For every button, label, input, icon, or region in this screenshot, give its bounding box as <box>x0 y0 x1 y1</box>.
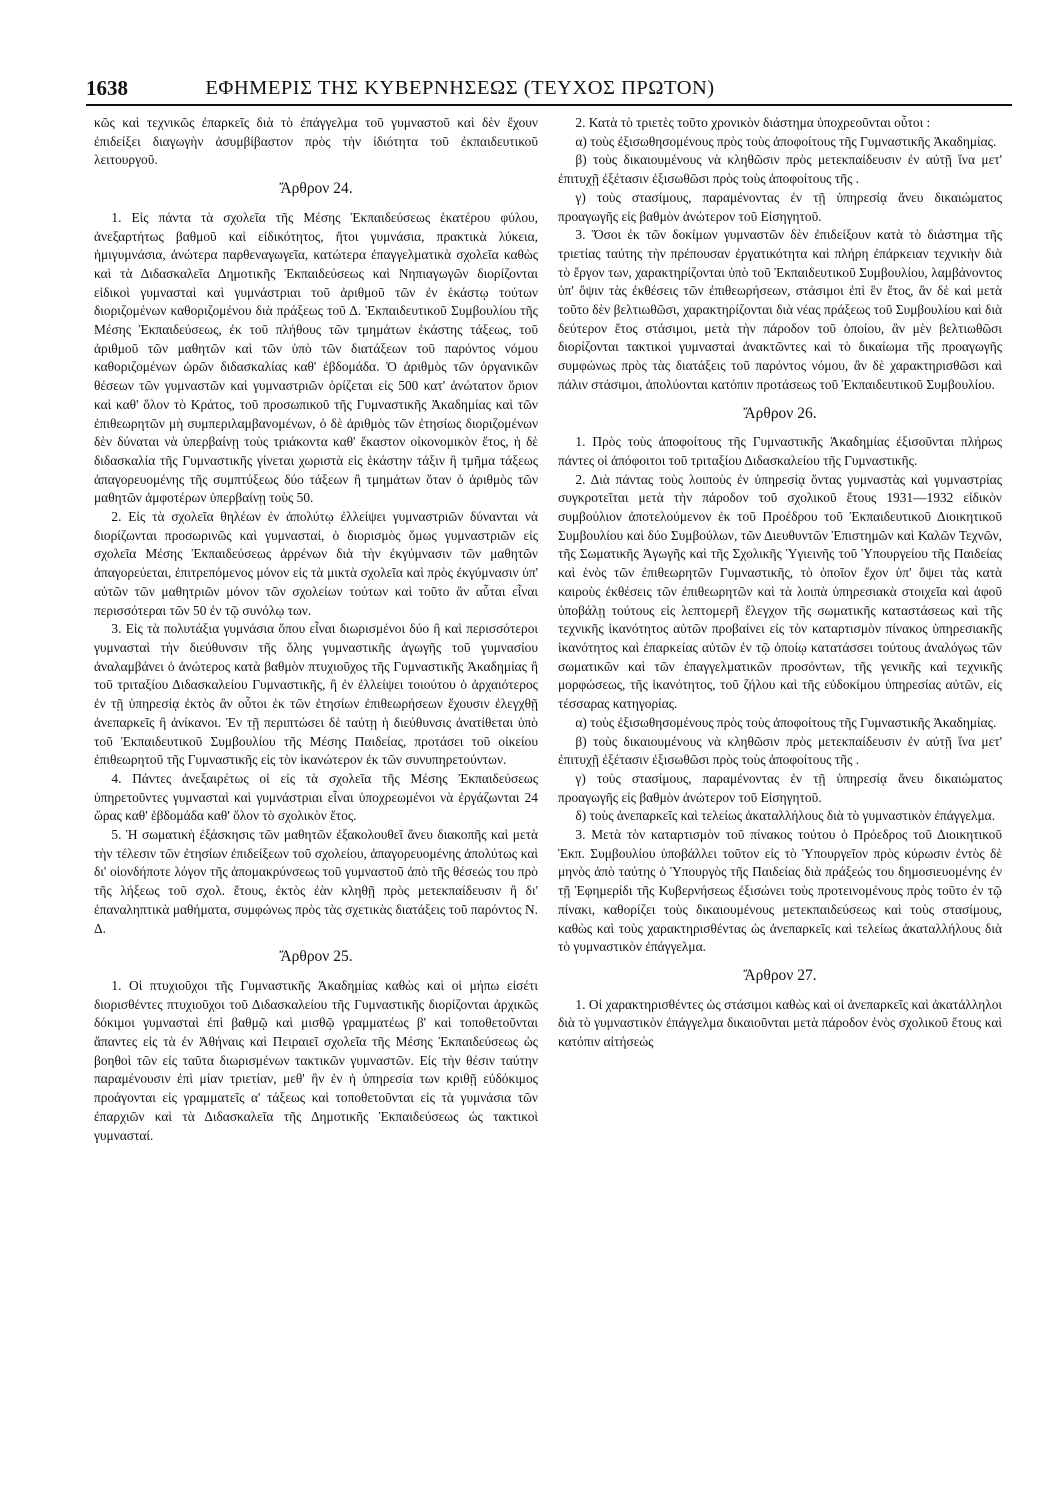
article-heading: Ἄρθρον 24. <box>279 180 353 198</box>
article-heading: Ἄρθρον 25. <box>279 948 353 966</box>
paragraph: α) τοὺς ἐξισωθησομένους πρὸς τοὺς ἀποφοίτους τῆς Γυμναστικῆς Ἀκαδημίας. <box>575 714 997 730</box>
paragraph: β) τοὺς δικαιουμένους νὰ κληθῶσιν πρὸς μετεκπαίδευσιν ἐν αὐτῇ ἵνα μετ' ἐπιτυχῇ ἐξέτασιν ἐξισωθῶσι πρὸς τοὺς ἀποφοίτους τῆς . <box>558 152 1002 187</box>
paragraph: γ) τοὺς στασίμους, παραμένοντας ἐν τῇ ὑπηρεσίᾳ ἄνευ δικαιώματος προαγωγῆς εἰς βαθμὸν ἀνώτερον τοῦ Εἰσηγητοῦ. <box>558 770 1002 805</box>
paragraph: 1. Πρὸς τοὺς ἀποφοίτους τῆς Γυμναστικῆς Ἀκαδημίας ἐξισοῦνται πλήρως πάντες οἱ ἀπόφοιτοι τοῦ τριταξίου Διδασκαλείου τῆς Γυμναστικῆς. <box>558 434 1002 468</box>
right-column <box>558 114 1002 1052</box>
paragraph: 3. Ὅσοι ἐκ τῶν δοκίμων γυμναστῶν δὲν ἐπιδείξουν κατὰ τὸ διάστημα τῆς τριετίας ταύτης τὴν πρέπουσαν ἐργατικότητα καὶ πλήρη ἐπάρκειαν τεχνικὴν διὰ τὸ ἔργον των, χαρακτηρίζονται ὑπὸ τοῦ Ἐκπαιδευτικοῦ Συμβουλίου, λαμβάνοντος ὑπ' ὄψιν τὰς ἐκθέσεις τῶν ἐπιθεωρήσεων, στάσιμοι ἐπὶ ἓν ἔτος, ἂν δὲ καὶ μετὰ τοῦτο δὲν βελτιωθῶσι, χαρακτηρίζονται διὰ νέας πράξεως τοῦ Συμβουλίου καὶ διὰ δεύτερον ἔτος στάσιμοι, μετὰ τὴν πάροδον τοῦ ὁποίου, ἂν μὲν βελτιωθῶσι διορίζονται τακτικοὶ γυμνασταὶ ἀνακτῶντες καὶ τὸ δικαίωμα τῆς προαγωγῆς συμφώνως πρὸς τὰς διατάξεις τοῦ παρόντος νόμου, ἂν δὲ χαρακτηρισθῶσι καὶ πάλιν στάσιμοι, ἀπολύονται κατόπιν προτάσεως τοῦ Ἐκπαιδευτικοῦ Συμβουλίου. <box>558 227 1002 392</box>
article-heading: Ἄρθρον 26. <box>743 404 817 422</box>
paragraph: α) τοὺς ἐξισωθησομένους πρὸς τοὺς ἀποφοίτους τῆς Γυμναστικῆς Ἀκαδημίας. <box>575 133 997 149</box>
left-column <box>94 114 538 1145</box>
paragraph: 3. Εἰς τὰ πολυτάξια γυμνάσια ὅπου εἶναι διωρισμένοι δύο ἢ καὶ περισσότεροι γυμνασταὶ τὴν διεύθυνσιν τῆς ὅλης γυμναστικῆς ἀγωγῆς τοῦ γυμνασίου ἀναλαμβάνει ὁ ἀνώτερος κατὰ βαθμὸν πτυχιοῦχος τῆς Γυμναστικῆς Ἀκαδημίας ἢ τοῦ τριταξίου Διδασκαλείου Γυμναστικῆς, ἢ ἐν ἐλλείψει τοιούτου ὁ ἀρχαιότερος ἐν τῇ ὑπηρεσίᾳ ἐκτὸς ἂν οὗτοι ἐκ τῶν ἐτησίων ἐπιθεωρήσεων ἔχουσιν ἐλεγχθῇ ἀνεπαρκεῖς ἢ ἀνίκανοι. Ἐν τῇ περιπτώσει δὲ ταύτῃ ἡ διεύθυνσις ἀνατίθεται ὑπὸ τοῦ Ἐκπαιδευτικοῦ Συμβουλίου τῆς Μέσης Παιδείας, προτάσει τοῦ οἰκείου ἐπιθεωρητοῦ τῆς Γυμναστικῆς εἰς τὸν ἱκανώτερον ἐκ τῶν συνυπηρετούντων. <box>94 621 538 768</box>
running-title: ΕΦΗΜΕΡΙΣ ΤΗΣ ΚΥΒΕΡΝΗΣΕΩΣ (ΤΕΥΧΟΣ ΠΡΩΤΟΝ) <box>205 76 715 99</box>
paragraph: 2. Εἰς τὰ σχολεῖα θηλέων ἐν ἀπολύτῳ ἐλλείψει γυμναστριῶν δύνανται νὰ διορίζωνται προσωρινῶς καὶ γυμνασταί, ὁ διορισμὸς ὅμως γυμναστριῶν εἰς σχολεῖα Μέσης Ἐκπαιδεύσεως ἀρρένων διὰ τὴν ἐκγύμνασιν τῶν μαθητῶν ἀπαγορεύεται, ἐπιτρεπόμενος μόνον εἰς τὰ μικτὰ σχολεῖα καὶ πρὸς ἐκγύμνασιν ὑπ' αὐτῶν τῶν μαθητριῶν μόνον τῶν σχολείων τούτων καὶ τοῦτο ἂν αὗται εἶναι περισσότεραι τῶν 50 ἐν τῷ συνόλῳ των. <box>94 509 538 618</box>
paragraph: 3. Μετὰ τὸν καταρτισμὸν τοῦ πίνακος τούτου ὁ Πρόεδρος τοῦ Διοικητικοῦ Ἐκπ. Συμβουλίου ὑποβάλλει τοῦτον εἰς τὸ Ὑπουργεῖον πρὸς κύρωσιν ἐντὸς δὲ μηνὸς ἀπὸ ταύτης ὁ Ὑπουργὸς τῆς Παιδείας διὰ πράξεώς του δημοσιευομένης ἐν τῇ Ἐφημερίδι τῆς Κυβερνήσεως ἐξισώνει τοὺς προτεινομένους πρὸς τοῦτο ἐν τῷ πίνακι, καθορίζει τοὺς δικαιουμένους μετεκπαιδεύσεως καὶ τοὺς στασίμους, καθὼς καὶ τοὺς χαρακτηρισθέντας ὡς ἀνεπαρκεῖς καὶ τελείως ἀκαταλλήλους διὰ τὸ γυμναστικὸν ἐπάγγελμα. <box>558 827 1002 955</box>
paragraph: 5. Ἡ σωματικὴ ἐξάσκησις τῶν μαθητῶν ἐξακολουθεῖ ἄνευ διακοπῆς καὶ μετὰ τὴν τέλεσιν τῶν ἐτησίων ἐπιδείξεων τοῦ σχολείου, ἀπαγορευομένης ἀπολύτως καὶ δι' οἱονδήποτε λόγον τῆς ἀπομακρύνσεως τοῦ γυμναστοῦ ἀπὸ τῆς θέσεώς του πρὸ τῆς λήξεως τοῦ σχολ. ἔτους, ἐκτὸς ἐὰν κληθῇ πρὸς μετεκπαίδευσιν ἢ δι' ἐπαναληπτικὰ μαθήματα, συμφώνως πρὸς τὰς σχετικὰς διατάξεις τοῦ παρόντος Ν. Δ. <box>94 827 538 936</box>
paragraph: γ) τοὺς στασίμους, παραμένοντας ἐν τῇ ὑπηρεσίᾳ ἄνευ δικαιώματος προαγωγῆς εἰς βαθμὸν ἀνώτερον τοῦ Εἰσηγητοῦ. <box>558 189 1002 224</box>
page-number: 1638 <box>86 75 128 100</box>
paragraph: 2. Διὰ πάντας τοὺς λοιποὺς ἐν ὑπηρεσίᾳ ὄντας γυμναστὰς καὶ γυμναστρίας συγκροτεῖται μετὰ τὴν πάροδον τοῦ σχολικοῦ ἔτους 1931—1932 εἰδικὸν συμβούλιον ἀποτελούμενον ἐκ τοῦ Προέδρου τοῦ Ἐκπαιδευτικοῦ Διοικητικοῦ Συμβουλίου καὶ δύο Συμβούλων, τῶν Διευθυντῶν Ἐπιστημῶν καὶ Καλῶν Τεχνῶν, τῆς Σωματικῆς Ἀγωγῆς καὶ τῆς Σχολικῆς Ὑγιεινῆς τοῦ Ὑπουργείου τῆς Παιδείας καὶ ἑνὸς τῶν ἐπιθεωρητῶν Γυμναστικῆς, τὸ ὁποῖον ἔχον ὑπ' ὄψει τὰς κατὰ καιροὺς ἐκθέσεις τῶν ἐπιθεωρητῶν καὶ τὰ λοιπὰ ὑπηρεσιακὰ στοιχεῖα καὶ ἀφοῦ ὑποβάλῃ τούτους εἰς λεπτομερῆ ἔλεγχον τῆς σωματικῆς καταστάσεως καὶ τῆς τεχνικῆς ἱκανότητος αὐτῶν προβαίνει εἰς τὸν καταρτισμὸν πίνακος ὑπηρεσιακῆς ἱκανότητος καὶ ἐπαρκείας αὐτῶν ἐν τῷ ὁποίῳ κατατάσσει τούτους ἀναλόγως τῶν σωματικῶν καὶ τῶν ἐπαγγελματικῶν προσόντων, τῆς γενικῆς καὶ τεχνικῆς μορφώσεως, τῆς ἱκανότητος, τοῦ ζήλου καὶ τῆς εὐδοκίμου ὑπηρεσίας αὐτῶν, εἰς τέσσαρας κατηγορίας. <box>558 471 1002 712</box>
paragraph: 4. Πάντες ἀνεξαιρέτως οἱ εἰς τὰ σχολεῖα τῆς Μέσης Ἐκπαιδεύσεως ὑπηρετοῦντες γυμνασταὶ καὶ γυμνάστριαι εἶναι ὑποχρεωμένοι νὰ ἐργάζωνται 24 ὥρας καθ' ἑβδομάδα καθ' ὅλον τὸ σχολικὸν ἔτος. <box>94 770 538 824</box>
paragraph: β) τοὺς δικαιουμένους νὰ κληθῶσιν πρὸς μετεκπαίδευσιν ἐν αὐτῇ ἵνα μετ' ἐπιτυχῇ ἐξέτασιν ἐξισωθῶσι πρὸς τοὺς ἀποφοίτους τῆς . <box>558 733 1002 768</box>
paragraph: 1. Οἱ πτυχιοῦχοι τῆς Γυμναστικῆς Ἀκαδημίας καθὼς καὶ οἱ μήπω εἰσέτι διορισθέντες πτυχιοῦχοι τοῦ Διδασκαλείου τῆς Γυμναστικῆς διορίζονται ἀρχικῶς δόκιμοι γυμνασταὶ ἐπὶ βαθμῷ καὶ μισθῷ γραμματέως β' καὶ τοποθετοῦνται ἅπαντες εἰς τὰ ἐν Ἀθήναις καὶ Πειραιεῖ σχολεῖα τῆς Μέσης Ἐκπαιδεύσεως ὡς βοηθοὶ τῶν εἰς ταῦτα διωρισμένων τακτικῶν γυμναστῶν. Εἰς τὴν θέσιν ταύτην παραμένουσιν ἐπὶ μίαν τριετίαν, μεθ' ἣν ἐν ἡ ὑπηρεσία των κριθῇ εὐδόκιμος προάγονται εἰς γραμματεῖς α' τάξεως καὶ τοποθετοῦνται εἰς τὰ γυμνάσια τῶν ἐπαρχιῶν καὶ τὰ Διδασκαλεῖα τῆς Δημοτικῆς Ἐκπαιδεύσεως ὡς τακτικοὶ γυμνασταί. <box>94 977 538 1143</box>
paragraph: δ) τοὺς ἀνεπαρκεῖς καὶ τελείως ἀκαταλλήλους διὰ τὸ γυμναστικὸν ἐπάγγελμα. <box>575 808 996 824</box>
paragraph: 1. Εἰς πάντα τὰ σχολεῖα τῆς Μέσης Ἐκπαιδεύσεως ἑκατέρου φύλου, ἀνεξαρτήτως βαθμοῦ καὶ εἰδικότητος, ἤτοι γυμνάσια, πρακτικὰ λύκεια, ἡμιγυμνάσια, ἀνώτερα παρθεναγωγεῖα, κατώτερα ἐπαγγελματικὰ σχολεῖα καθὼς καὶ τὰ Διδασκαλεῖα Δημοτικῆς Ἐκπαιδεύσεως καὶ Νηπιαγωγῶν διορίζονται εἰδικοὶ γυμνασταὶ καὶ γυμνάστριαι τοῦ ἀριθμοῦ τῶν ἐν ἑκάστῳ τούτων διοριζομένων καθοριζομένου διὰ πράξεως τοῦ Δ. Ἐκπαιδευτικοῦ Συμβουλίου τῆς Μέσης Ἐκπαιδεύσεως, ἐκ τοῦ πλήθους τῶν τμημάτων ἑκάστης τάξεως, τοῦ ἀριθμοῦ τῶν μαθητῶν καὶ τῶν ὑπὸ τῶν διατάξεων τοῦ παρόντος νόμου καθοριζομένων ὡρῶν διδασκαλίας καθ' ἑβδομάδα. Ὁ ἀριθμὸς τῶν ὀργανικῶν θέσεων τῶν γυμναστῶν καὶ γυμναστριῶν ὁρίζεται εἰς 500 κατ' ἀνώτατον ὅριον καὶ καθ' ὅλον τὸ Κράτος, τοῦ προσωπικοῦ τῆς Γυμναστικῆς Ἀκαδημίας καὶ τῶν ἐπιθεωρητῶν μὴ συμπεριλαμβανομένων, ὁ δὲ ἀριθμὸς τῶν ἐτησίως διοριζομένων δὲν δύναται νὰ ὑπερβαίνῃ τοὺς τριάκοντα καθ' ἕκαστον οἰκονομικὸν ἔτος, ἡ δὲ διδασκαλία τῆς Γυμναστικῆς γίνεται χωριστὰ εἰς ἑκάστην τάξιν ἢ τμῆμα τάξεως ἀπαγορευομένης τῆς συμπτύξεως δύο τάξεων ἢ τμημάτων ὅταν ὁ ἀριθμὸς τῶν μαθητῶν ἀμφοτέρων ὑπερβαίνῃ τοὺς 50. <box>94 209 538 506</box>
paragraph: 2. Κατὰ τὸ τριετὲς τοῦτο χρονικὸν διάστημα ὑποχρεοῦνται οὗτοι : <box>575 115 931 130</box>
article-heading: Ἄρθρον 27. <box>743 966 817 984</box>
paragraph: 1. Οἱ χαρακτηρισθέντες ὡς στάσιμοι καθὼς καὶ οἱ ἀνεπαρκεῖς καὶ ἀκατάλληλοι διὰ τὸ γυμναστικὸν ἐπάγγελμα δικαιοῦνται μετὰ πάροδον ἑνὸς σχολικοῦ ἔτους καὶ κατόπιν αἰτήσεώς <box>558 996 1002 1050</box>
page-header <box>86 72 1012 106</box>
paragraph: κῶς καὶ τεχνικῶς ἐπαρκεῖς διὰ τὸ ἐπάγγελμα τοῦ γυμναστοῦ καὶ δὲν ἔχουν ἐπιδείξει διαγωγὴν ἀσυμβίβαστον πρὸς τὴν ἰδιότητα τοῦ ἐκπαιδευτικοῦ λειτουργοῦ. <box>94 115 538 168</box>
